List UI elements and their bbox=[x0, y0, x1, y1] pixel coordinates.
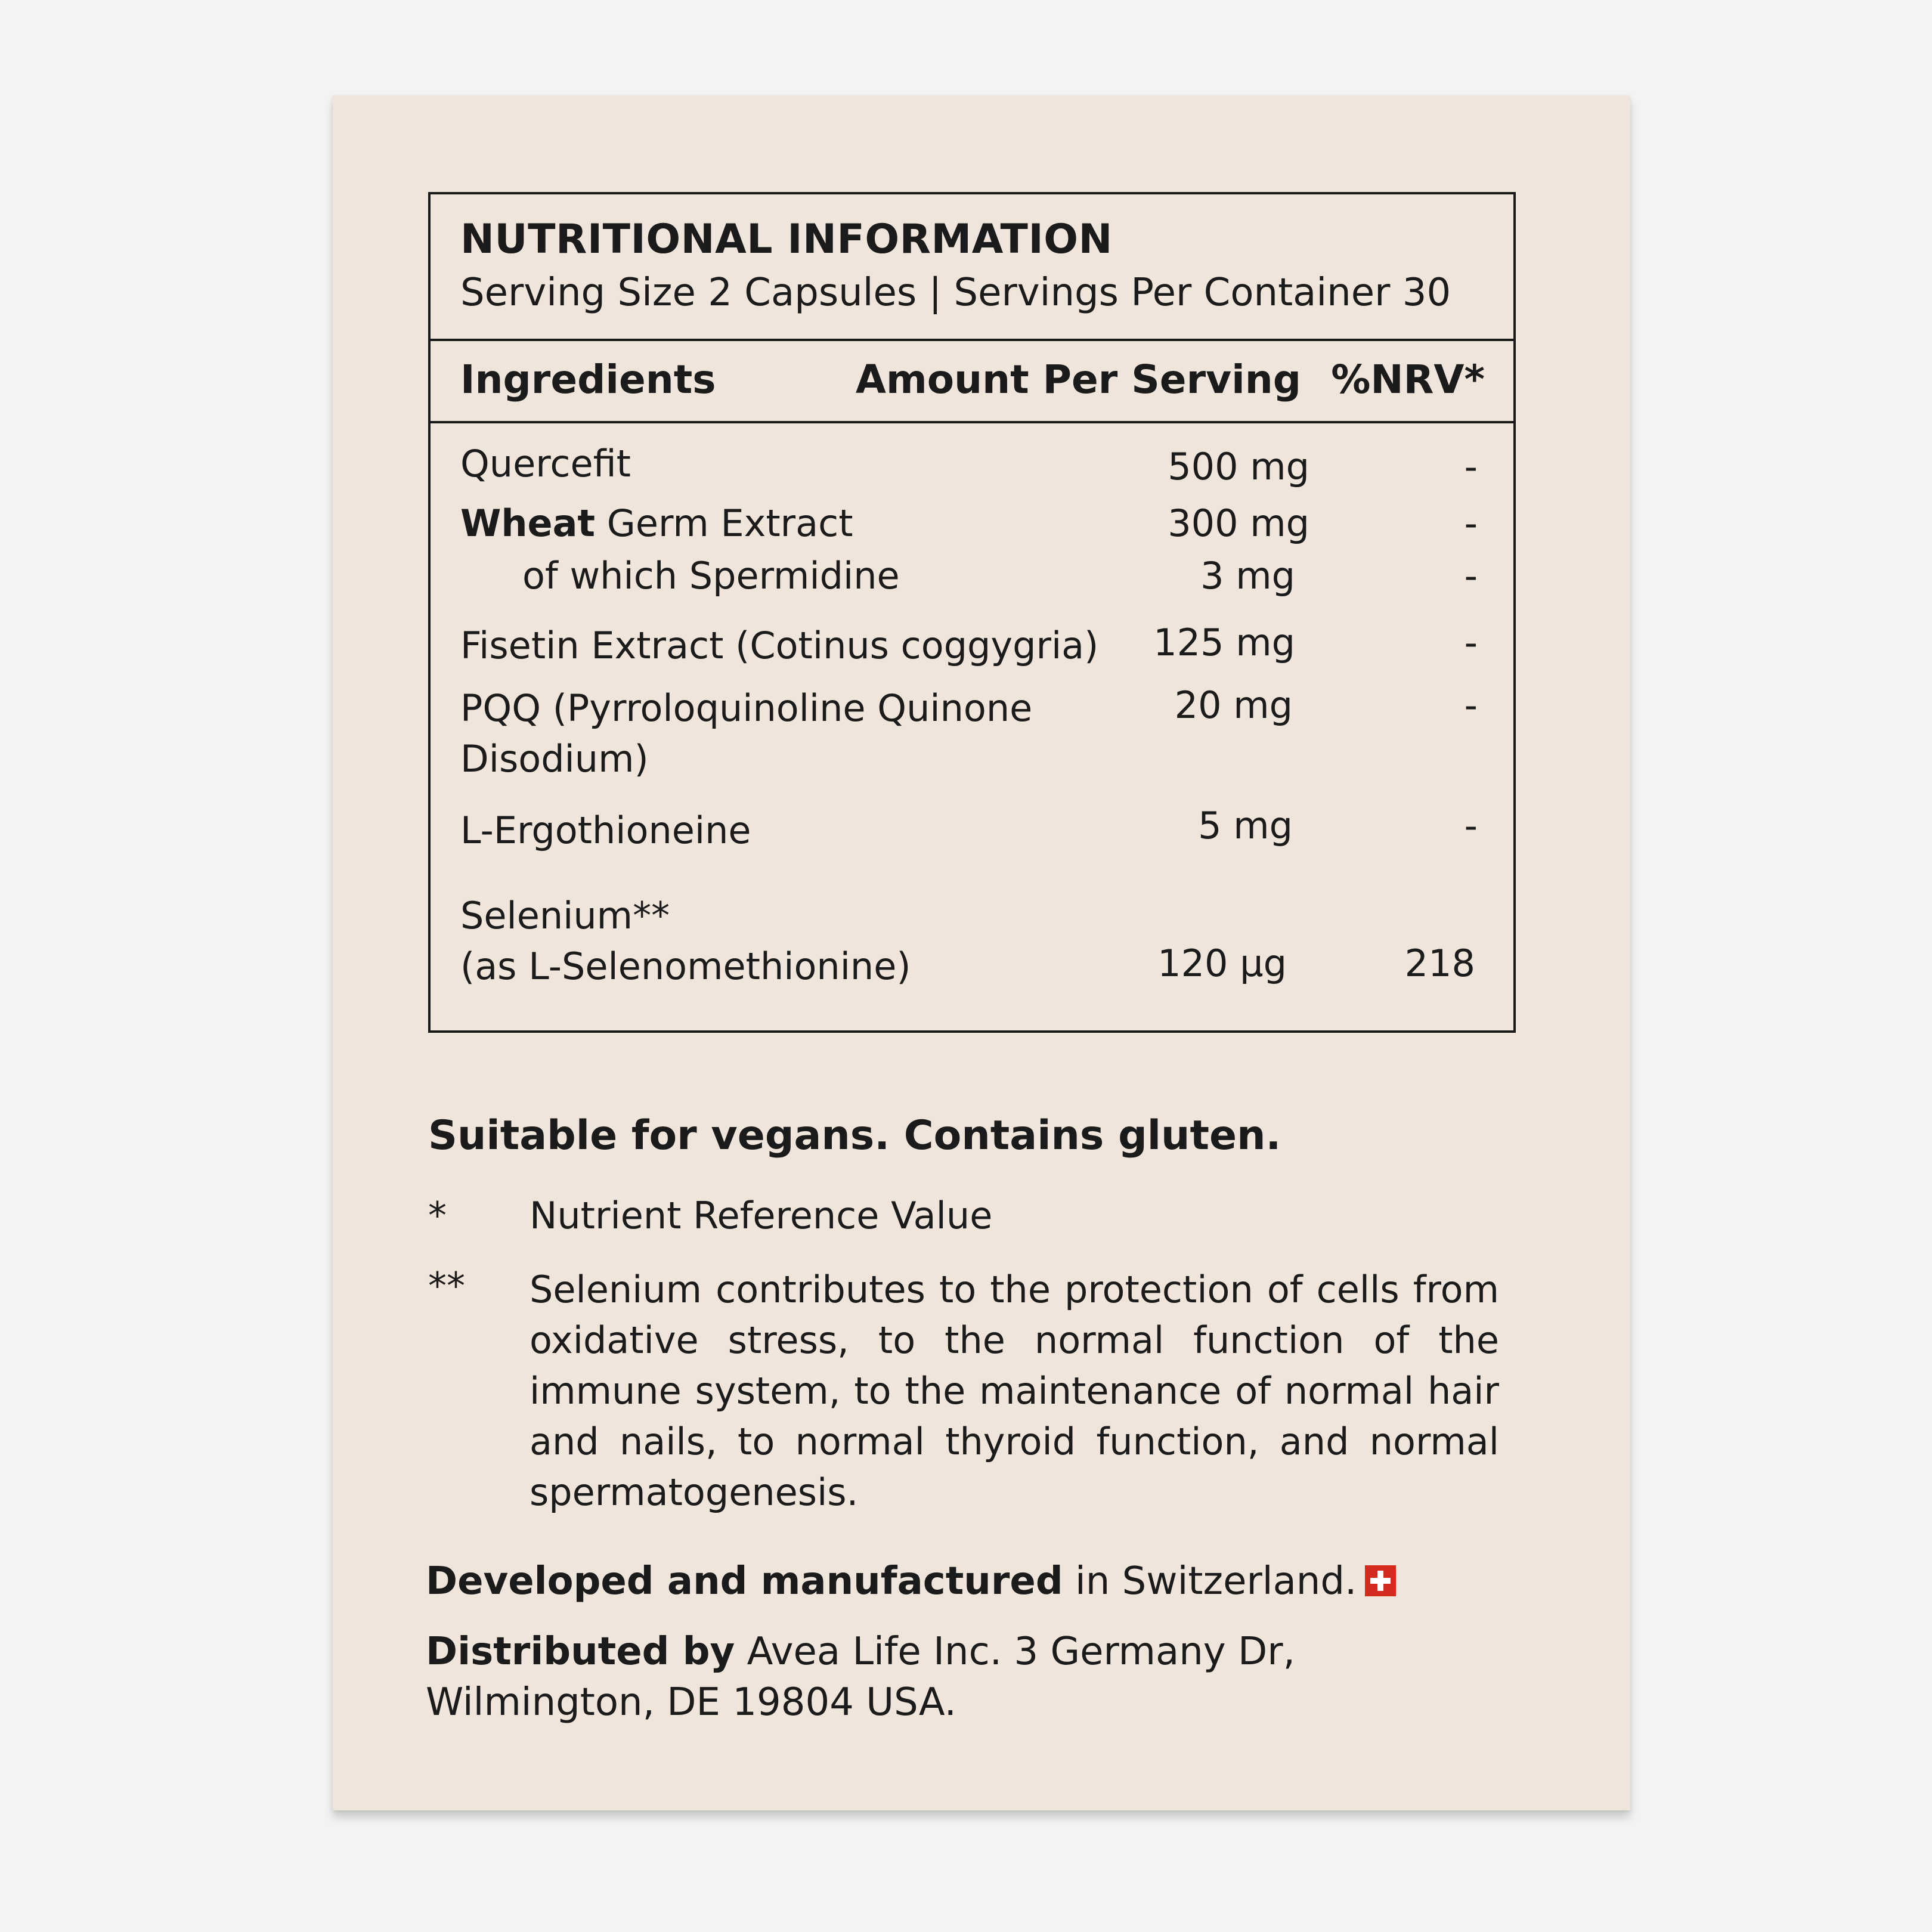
developed-line bbox=[426, 1559, 1396, 1603]
serving-info: Serving Size 2 Capsules | Servings Per Container 30 bbox=[460, 271, 1451, 315]
row-wheat-amount: 300 mg bbox=[1168, 501, 1309, 545]
row-selenium-nrv: 218 bbox=[1404, 942, 1475, 985]
swiss-flag-icon bbox=[1365, 1565, 1396, 1596]
row-quercefit-nrv: - bbox=[1464, 445, 1478, 488]
row-fisetin-amount: 125 mg bbox=[1153, 621, 1295, 664]
row-spermidine-amount: 3 mg bbox=[1200, 554, 1295, 597]
supplement-label-card bbox=[333, 95, 1630, 1810]
row-fisetin-name: Fisetin Extract (Cotinus coggygria) bbox=[460, 624, 1099, 667]
nutrition-panel bbox=[428, 192, 1516, 1033]
row-wheat-name-rest: Germ Extract bbox=[595, 501, 853, 545]
header-nrv: %NRV* bbox=[1331, 357, 1485, 402]
panel-title: NUTRITIONAL INFORMATION bbox=[460, 216, 1113, 263]
row-quercefit-amount: 500 mg bbox=[1168, 445, 1309, 488]
row-fisetin-nrv: - bbox=[1464, 621, 1478, 664]
distributed-bold: Distributed by bbox=[426, 1630, 735, 1674]
distributed-line-1-rest: Avea Life Inc. 3 Germany Dr, bbox=[735, 1630, 1295, 1674]
developed-rest: in Switzerland. bbox=[1063, 1559, 1357, 1603]
row-selenium-amount: 120 µg bbox=[1157, 942, 1287, 985]
footnote-2-mark: ** bbox=[428, 1264, 465, 1308]
developed-bold: Developed and manufactured bbox=[426, 1559, 1063, 1603]
distributed-line-1 bbox=[426, 1627, 1295, 1677]
row-pqq-nrv: - bbox=[1464, 683, 1478, 727]
header-amount: Amount Per Serving bbox=[855, 357, 1301, 402]
row-pqq-amount: 20 mg bbox=[1174, 683, 1293, 727]
row-ergothioneine-name: L-Ergothioneine bbox=[460, 809, 751, 852]
row-selenium-name-line1: Selenium** bbox=[460, 894, 670, 937]
row-wheat-name-bold: Wheat bbox=[460, 501, 596, 545]
row-quercefit-name: Quercefit bbox=[460, 442, 631, 485]
row-pqq-name-line1: PQQ (Pyrroloquinoline Quinone bbox=[460, 686, 1033, 730]
distributed-line-2: Wilmington, DE 19804 USA. bbox=[426, 1680, 956, 1724]
distributed-block bbox=[426, 1627, 1295, 1728]
row-wheat-name bbox=[460, 501, 853, 545]
divider bbox=[431, 421, 1513, 423]
row-ergothioneine-amount: 5 mg bbox=[1198, 804, 1293, 847]
divider bbox=[431, 339, 1513, 341]
footnote-1-mark: * bbox=[428, 1194, 447, 1237]
row-ergothioneine-nrv: - bbox=[1464, 804, 1478, 847]
footnote-1-text: Nutrient Reference Value bbox=[530, 1194, 993, 1237]
row-spermidine-name: of which Spermidine bbox=[522, 554, 900, 597]
row-wheat-nrv: - bbox=[1464, 501, 1478, 545]
row-selenium-name-line2: (as L-Selenomethionine) bbox=[460, 945, 911, 988]
row-pqq-name-line2: Disodium) bbox=[460, 737, 649, 781]
vegan-gluten-statement: Suitable for vegans. Contains gluten. bbox=[428, 1112, 1281, 1159]
footnote-2-text: Selenium contributes to the protection of cells from oxidative stress, to the normal function of the immune system, to the maintenance of normal hair and nails, to normal thyroid function, and normal spermatogenesis. bbox=[530, 1268, 1499, 1514]
header-ingredients: Ingredients bbox=[460, 357, 716, 402]
row-spermidine-nrv: - bbox=[1464, 554, 1478, 597]
